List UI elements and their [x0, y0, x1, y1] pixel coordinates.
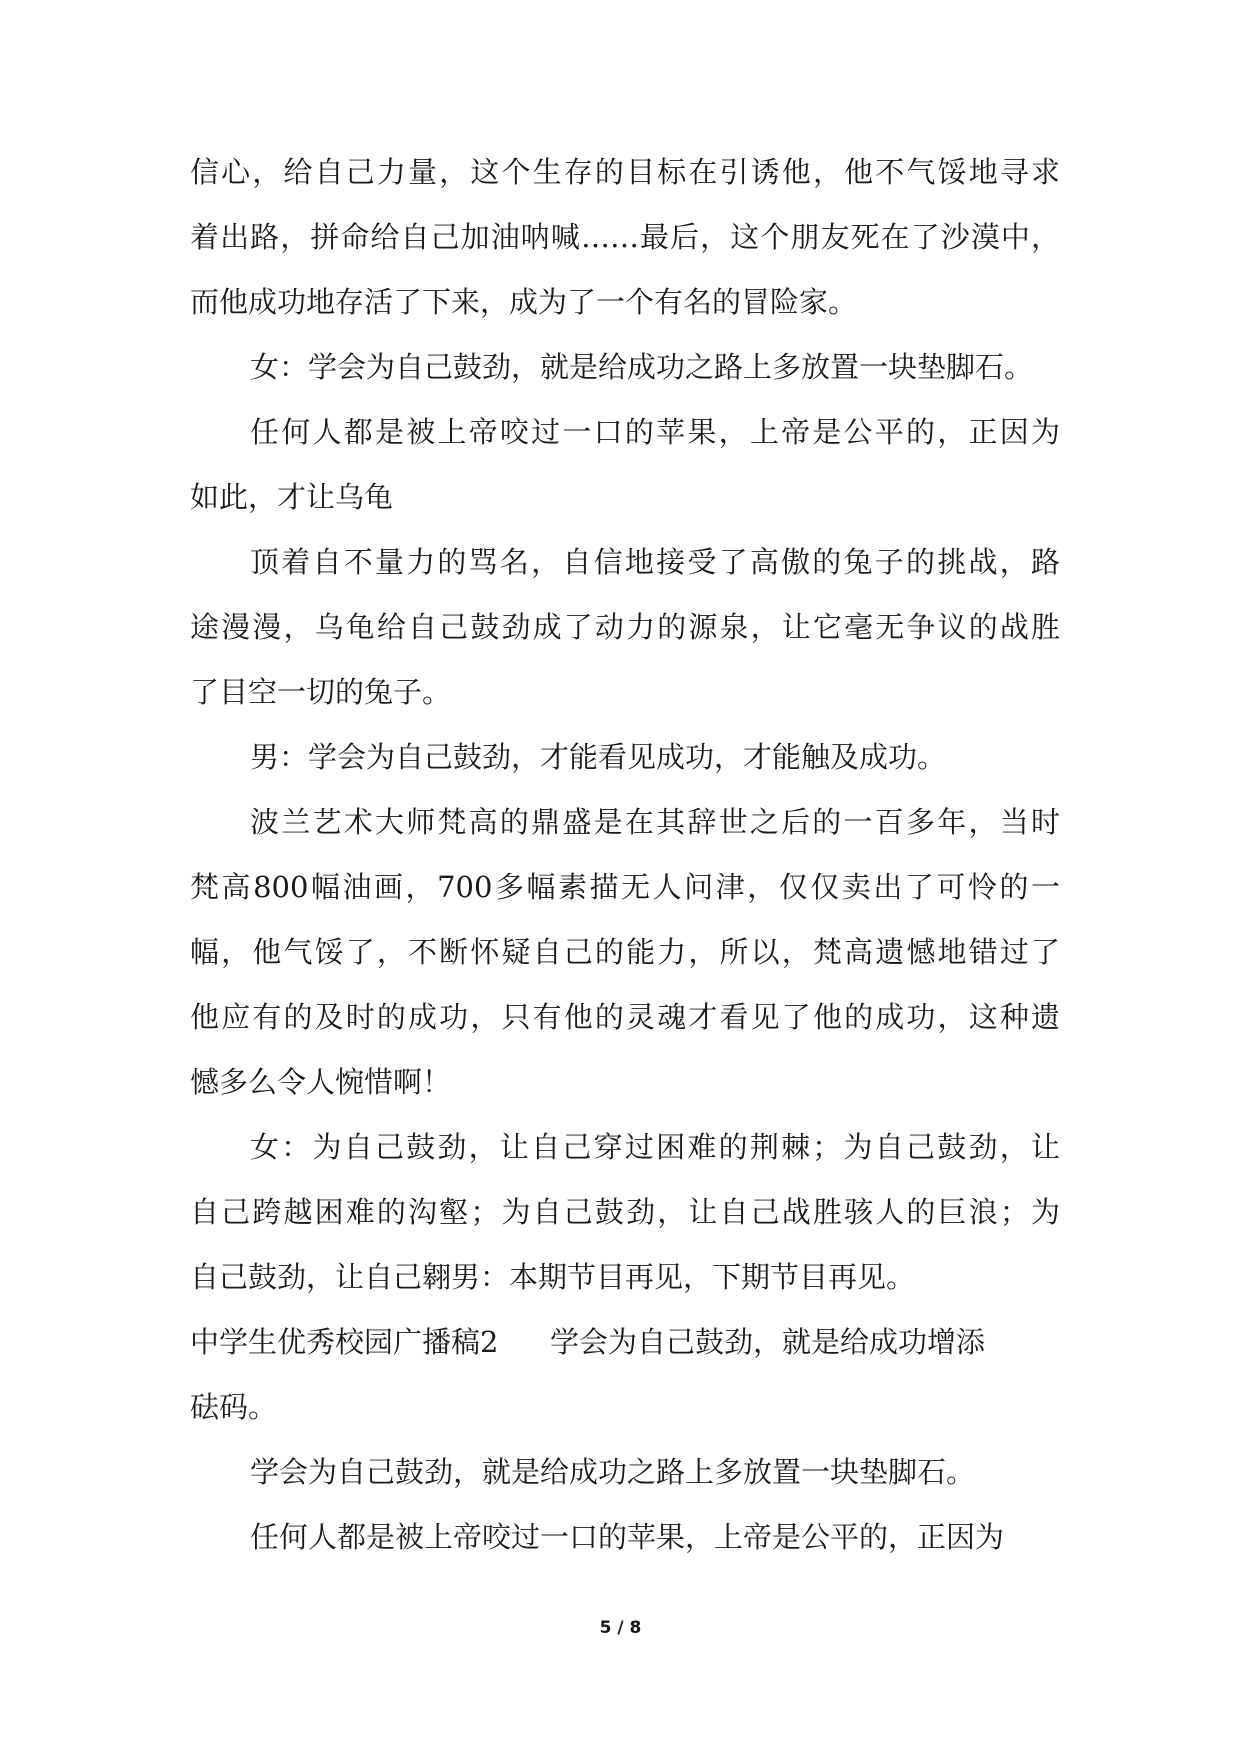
paragraph-line: 砝码。 [190, 1390, 278, 1424]
paragraph-line: 他应有的及时的成功，只有他的灵魂才看见了他的成功，这种遗 [190, 1000, 1060, 1034]
paragraph-line: 女：学会为自己鼓劲，就是给成功之路上多放置一块垫脚石。 [250, 350, 1034, 384]
paragraph-line: 信心，给自己力量，这个生存的目标在引诱他，他不气馁地寻求 [190, 155, 1060, 189]
page-number: 5 / 8 [599, 1618, 642, 1638]
section-title: 中学生优秀校园广播稿2 [190, 1325, 499, 1359]
paragraph-line: 而他成功地存活了下来，成为了一个有名的冒险家。 [190, 285, 858, 319]
paragraph-line: 男：学会为自己鼓劲，才能看见成功，才能触及成功。 [250, 740, 947, 774]
paragraph-line: 波兰艺术大师梵高的鼎盛是在其辞世之后的一百多年，当时 [250, 805, 1060, 839]
paragraph-line: 幅，他气馁了，不断怀疑自己的能力，所以，梵高遗憾地错过了 [190, 935, 1060, 969]
paragraph-line: 自己跨越困难的沟壑；为自己鼓劲，让自己战胜骇人的巨浪；为 [190, 1195, 1060, 1229]
paragraph-line: 任何人都是被上帝咬过一口的苹果，上帝是公平的，正因为 [250, 1520, 1005, 1554]
paragraph-line: 学会为自己鼓劲，就是给成功之路上多放置一块垫脚石。 [250, 1455, 976, 1489]
paragraph-line: 顶着自不量力的骂名，自信地接受了高傲的兔子的挑战，路 [250, 545, 1060, 579]
paragraph-line: 女：为自己鼓劲，让自己穿过困难的荆棘；为自己鼓劲，让 [250, 1130, 1060, 1164]
paragraph-line: 任何人都是被上帝咬过一口的苹果，上帝是公平的，正因为 [250, 415, 1060, 449]
paragraph-line: 如此，才让乌龟 [190, 480, 394, 514]
paragraph-line: 着出路，拼命给自己加油呐喊……最后，这个朋友死在了沙漠中， [190, 220, 1060, 254]
paragraph-line: 了目空一切的兔子。 [190, 675, 452, 709]
section-heading-text: 学会为自己鼓劲，就是给成功增添 [550, 1325, 986, 1359]
paragraph-line: 自己鼓劲，让自己翱男：本期节目再见，下期节目再见。 [190, 1260, 916, 1294]
paragraph-line: 梵高800幅油画，700多幅素描无人问津，仅仅卖出了可怜的一 [190, 870, 1060, 904]
paragraph-line: 途漫漫，乌龟给自己鼓劲成了动力的源泉，让它毫无争议的战胜 [190, 610, 1060, 644]
section-heading-line [190, 1310, 1060, 1375]
paragraph-line: 憾多么令人惋惜啊！ [190, 1065, 452, 1099]
document-body [190, 140, 1060, 1570]
